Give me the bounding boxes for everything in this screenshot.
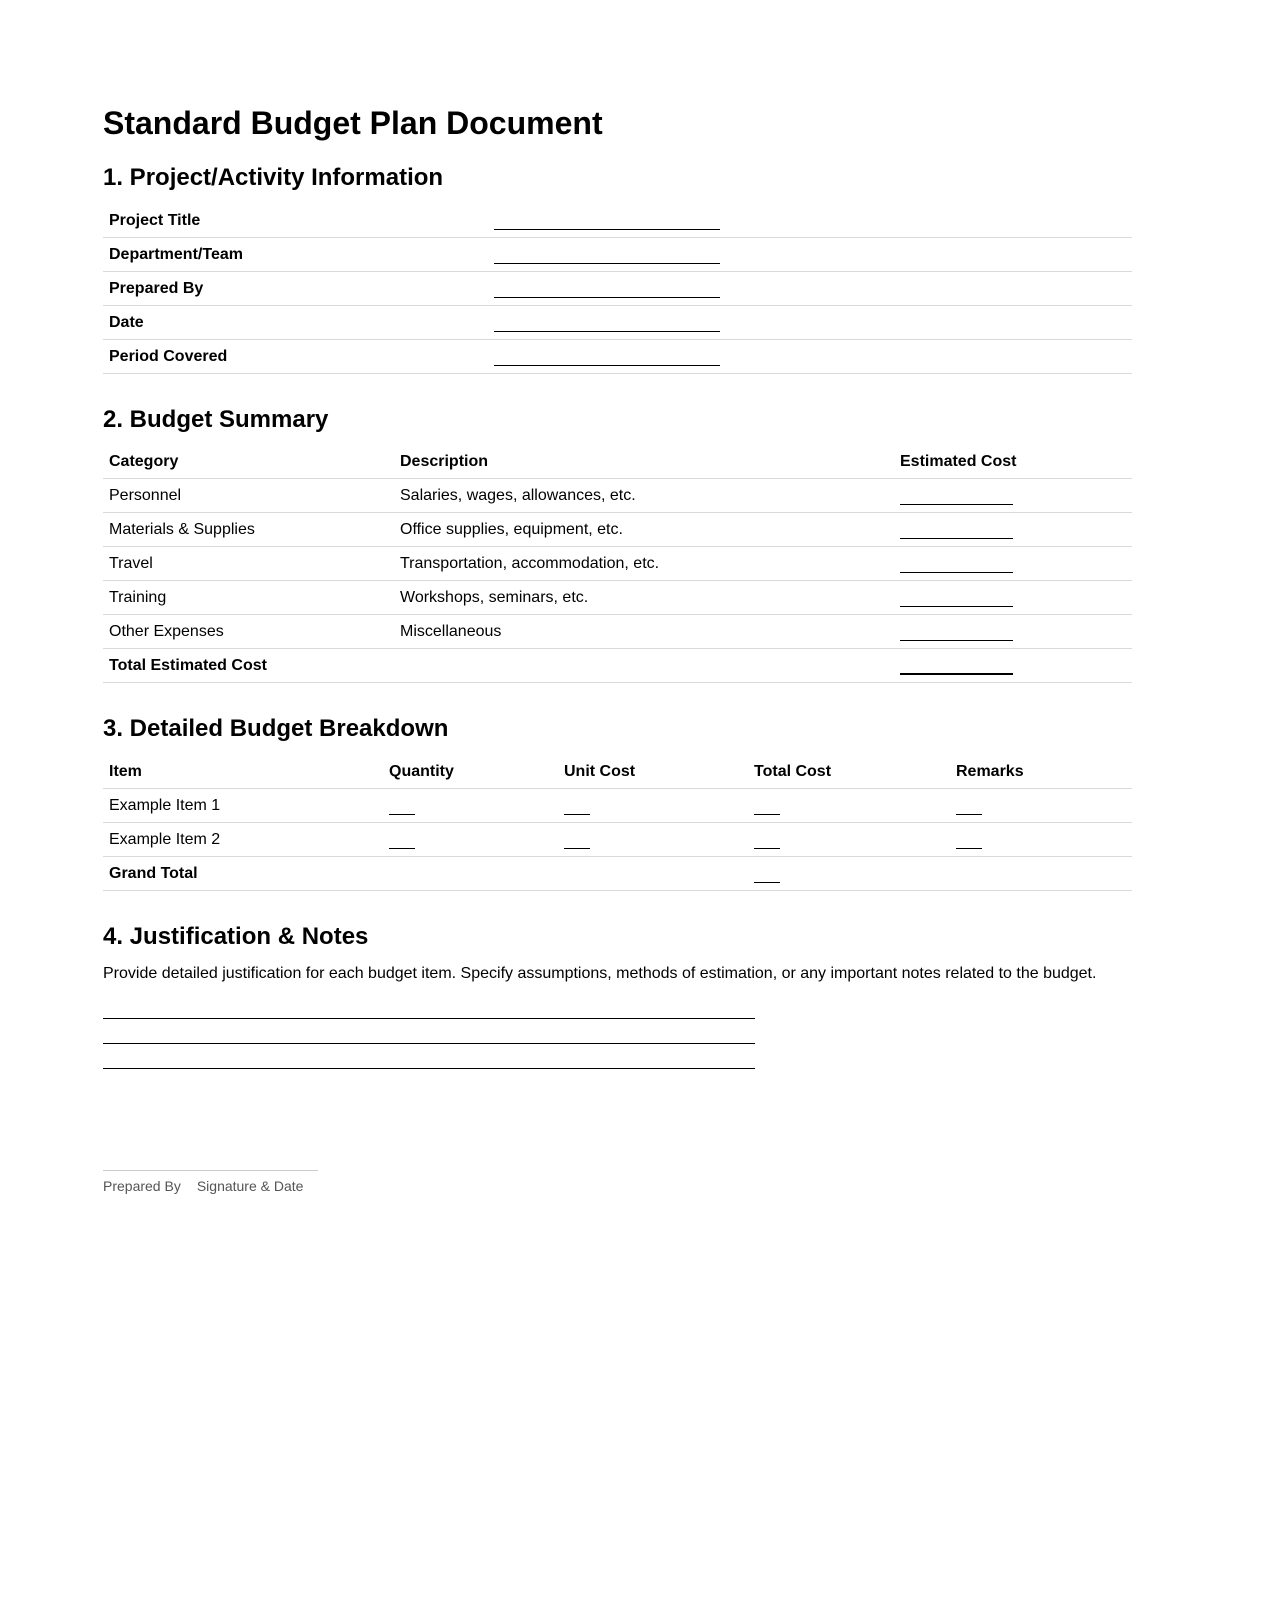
budget-breakdown-header-row [103,755,1132,789]
justification-line-1[interactable] [103,1018,755,1019]
estimated-cost-field[interactable] [900,558,1013,573]
item-cell: Example Item 1 [103,789,383,823]
period-covered-row [103,340,1132,374]
category-cell: Training [103,581,394,615]
quantity-header: Quantity [383,755,558,789]
table-row [103,513,1132,547]
total-estimated-cost-field[interactable] [900,659,1013,675]
total-estimated-cost-row [103,649,1132,683]
table-row [103,581,1132,615]
quantity-field[interactable] [389,834,415,849]
estimated-cost-field[interactable] [900,626,1013,641]
description-header: Description [394,445,894,479]
description-cell: Workshops, seminars, etc. [394,581,894,615]
justification-instructions: Provide detailed justification for each budget item. Specify assumptions, methods of estimation, or any important notes related to the budget. [103,965,1097,982]
budget-summary-header-row [103,445,1132,479]
unit-cost-field[interactable] [564,800,590,815]
grand-total-field[interactable] [754,868,780,883]
budget-summary-table [103,445,1132,683]
estimated-cost-header: Estimated Cost [894,445,1132,479]
section-1-heading: 1. Project/Activity Information [103,164,444,191]
department-team-field[interactable] [494,249,720,264]
category-cell: Travel [103,547,394,581]
prepared-by-label: Prepared By [103,272,488,306]
document-title: Standard Budget Plan Document [103,105,603,141]
project-info-table [103,204,1132,374]
project-title-row [103,204,1132,238]
remarks-header: Remarks [950,755,1132,789]
total-cost-header: Total Cost [748,755,950,789]
signature-labels [103,1178,303,1194]
section-4-heading: 4. Justification & Notes [103,923,369,950]
unit-cost-header: Unit Cost [558,755,748,789]
category-cell: Personnel [103,479,394,513]
table-row [103,547,1132,581]
grand-total-label: Grand Total [103,857,383,891]
total-cost-field[interactable] [754,800,780,815]
quantity-field[interactable] [389,800,415,815]
period-covered-field[interactable] [494,351,720,366]
project-title-label: Project Title [103,204,488,238]
estimated-cost-field[interactable] [900,524,1013,539]
item-header: Item [103,755,383,789]
budget-breakdown-table [103,755,1132,891]
department-team-row [103,238,1132,272]
prepared-by-signature-label: Prepared By [103,1178,181,1194]
date-label: Date [103,306,488,340]
total-estimated-cost-label: Total Estimated Cost [103,649,394,683]
description-cell: Miscellaneous [394,615,894,649]
category-header: Category [103,445,394,479]
remarks-field[interactable] [956,800,982,815]
period-covered-label: Period Covered [103,340,488,374]
table-row [103,789,1132,823]
department-team-label: Department/Team [103,238,488,272]
description-cell: Salaries, wages, allowances, etc. [394,479,894,513]
date-row [103,306,1132,340]
category-cell: Other Expenses [103,615,394,649]
project-title-field[interactable] [494,215,720,230]
estimated-cost-field[interactable] [900,592,1013,607]
table-row [103,823,1132,857]
grand-total-row [103,857,1132,891]
date-field[interactable] [494,317,720,332]
prepared-by-field[interactable] [494,283,720,298]
table-row [103,615,1132,649]
table-row [103,479,1132,513]
signature-line[interactable] [103,1170,318,1171]
estimated-cost-field[interactable] [900,490,1013,505]
justification-line-2[interactable] [103,1043,755,1044]
justification-line-3[interactable] [103,1068,755,1069]
unit-cost-field[interactable] [564,834,590,849]
item-cell: Example Item 2 [103,823,383,857]
section-2-heading: 2. Budget Summary [103,406,329,433]
signature-date-label: Signature & Date [196,1178,304,1194]
prepared-by-row [103,272,1132,306]
description-cell: Office supplies, equipment, etc. [394,513,894,547]
total-cost-field[interactable] [754,834,780,849]
category-cell: Materials & Supplies [103,513,394,547]
remarks-field[interactable] [956,834,982,849]
section-3-heading: 3. Detailed Budget Breakdown [103,715,449,742]
description-cell: Transportation, accommodation, etc. [394,547,894,581]
